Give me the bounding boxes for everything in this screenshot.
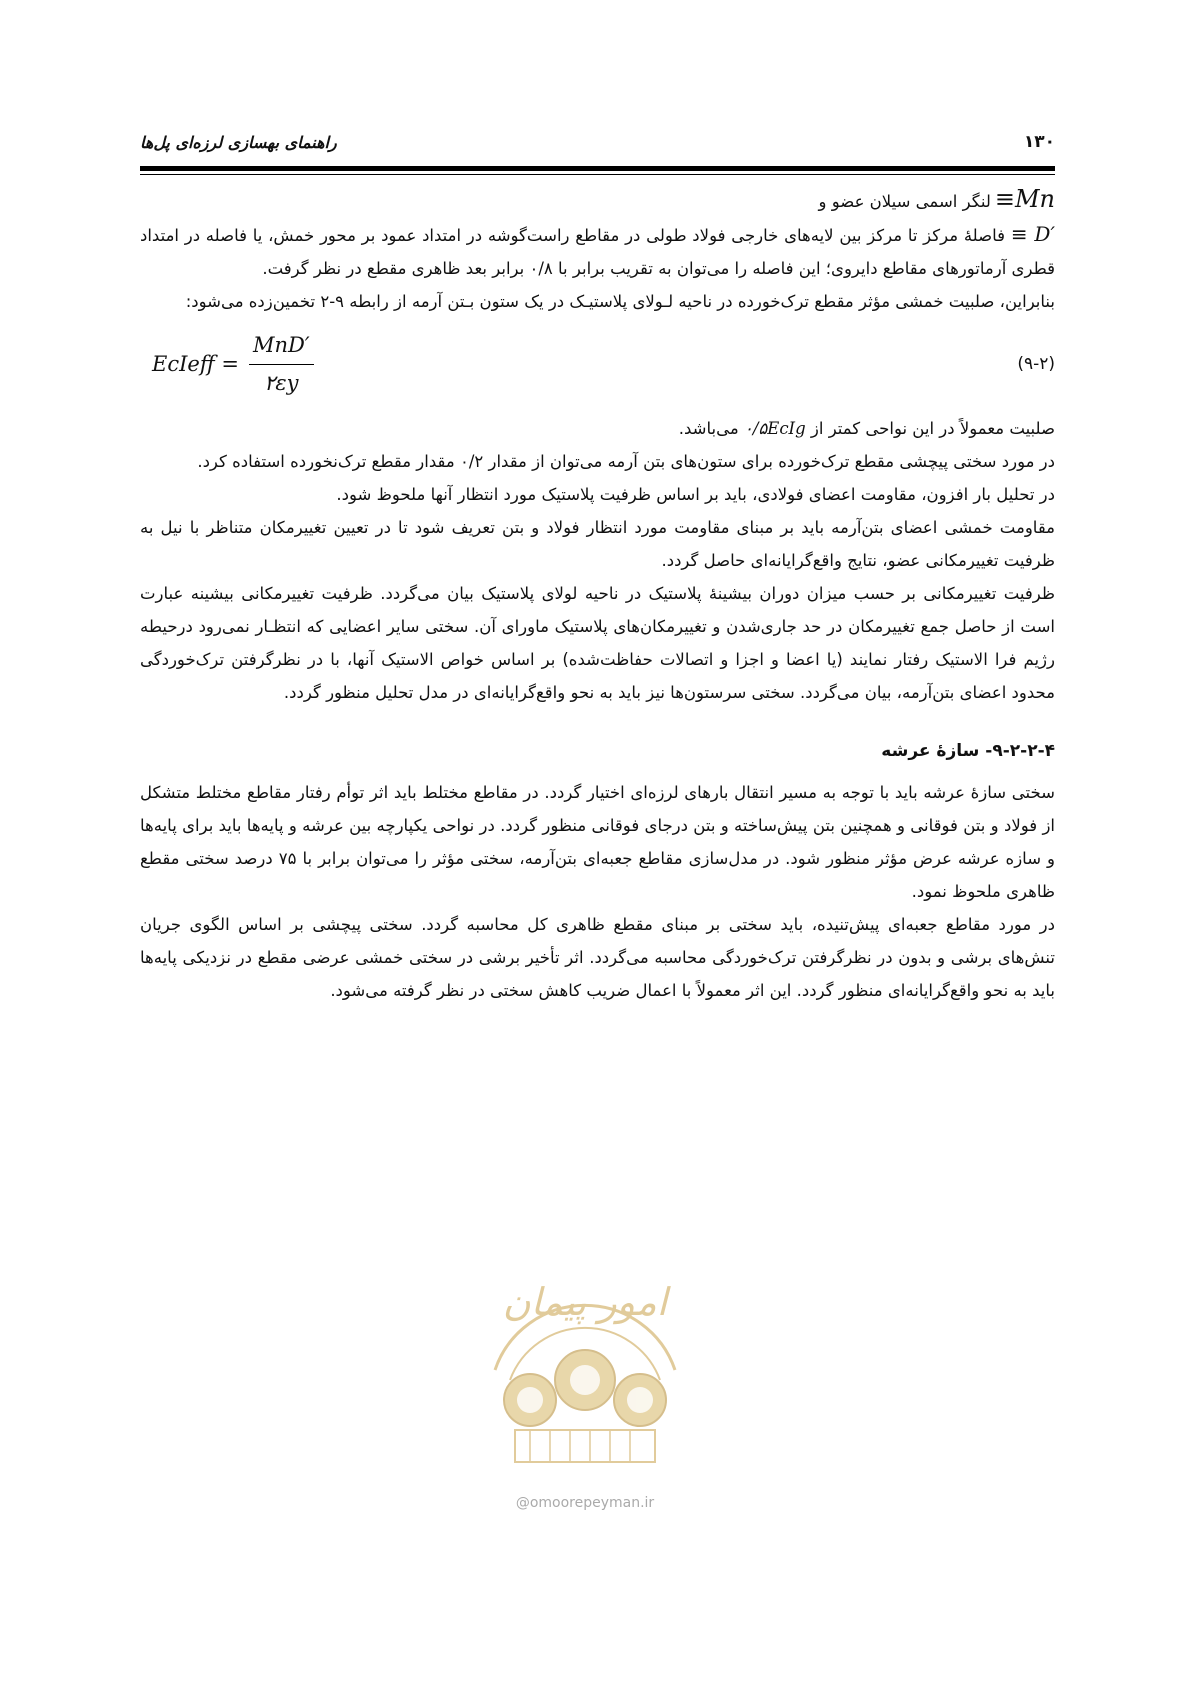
watermark-base bbox=[515, 1430, 655, 1462]
equation-formula bbox=[152, 324, 314, 404]
equation-fraction bbox=[249, 329, 314, 400]
definition-mn bbox=[140, 183, 1055, 218]
equation-denominator: ۲εy bbox=[264, 370, 299, 395]
header-rule-thin bbox=[140, 174, 1055, 175]
paragraph-displacement-capacity: ظرفیت تغییرمکانی بر حسب میزان دوران بیشینهٔ پلاستیک در ناحیه لولای پلاستیک بیان می‌گردد. ظرفیت تغییرمکانی بیشینه عبارت است از حاصل جمع تغییرمکان در حد جاری‌شدن و تغییرمکان‌های پلاستیک ماورای آن. سختی سایر اعضایی که انتظـار نمی‌رود درحیطه رژیم فرا الاستیک رفتار نمایند (یا اعضا و اجزا و اتصالات حفاظت‌شده) بر اساس خواص الاستیک آنها، با در نظرگرفتن ترک‌خوردگی محدود اعضای بتن‌آرمه، بیان می‌گردد. سختی سرستون‌ها نیز باید به نحو واقع‌گرایانه‌ای در مدل تحلیل منظور گردد. bbox=[140, 584, 1055, 702]
equation-number: (۹-۲) bbox=[1017, 354, 1055, 374]
stiffness-limit-after: می‌باشد. bbox=[678, 419, 739, 438]
mn-symbol: ≡Mn bbox=[994, 185, 1055, 213]
stiffness-limit-before: صلبیت معمولاً در این نواحی کمتر از bbox=[810, 419, 1055, 438]
body-text bbox=[140, 183, 1055, 1007]
equation-lhs: EcIeff = bbox=[152, 351, 239, 376]
paragraph-deck-stiffness: سختی سازهٔ عرشه باید با توجه به مسیر انتقال بارهای لرزه‌ای اختیار گردد. در مقاطع مختلط باید اثر توأم رفتار مقاطع مختلط متشکل از فولاد و بتن فوقانی و همچنین بتن پیش‌ساخته و بتن درجای فوقانی منظور گردد. در نواحی یکپارچه بین عرشه و پایه‌ها باید برای پایه‌ها و سازه عرشه عرض مؤثر منظور شود. در مدل‌سازی مقاطع جعبه‌ای بتن‌آرمه، سختی مؤثر را می‌توان برابر با ۷۵ درصد سختی مقطع ظاهری ملحوظ نمود. bbox=[140, 783, 1055, 901]
book-title: راهنمای بهسازی لرزه‌ای پل‌ها bbox=[140, 132, 337, 152]
definition-d bbox=[140, 218, 1055, 285]
header-rule-thick bbox=[140, 166, 1055, 171]
paragraph-prestressed-box: در مورد مقاطع جعبه‌ای پیش‌تنیده، باید سختی بر مبنای مقطع ظاهری کل محاسبه گردد. سختی پیچشی بر اساس الگوی جریان تنش‌های برشی و بدون در نظرگرفتن ترک‌خوردگی محاسبه می‌گردد. اثر تأخیر برشی در سختی خمشی عرضی مقطع در نزدیکی پایه‌ها باید به نحو واقع‌گرایانه‌ای منظور گردد. این اثر معمولاً با اعمال ضریب کاهش سختی در نظر گرفته می‌شود. bbox=[140, 915, 1055, 1000]
watermark-url: @omoorepeyman.ir bbox=[515, 1495, 655, 1511]
equation-numerator: MnD′ bbox=[249, 329, 314, 365]
mn-definition-text: لنگر اسمی سیلان عضو و bbox=[818, 192, 991, 211]
section-heading: ۹-۲-۲-۴- سازهٔ عرشه bbox=[881, 741, 1055, 761]
page-number: ۱۳۰ bbox=[1023, 132, 1055, 152]
paragraph-torsion: در مورد سختی پیچشی مقطع ترک‌خورده برای ستون‌های بتن آرمه می‌توان از مقدار ۰/۲ مقدار مقطع ترک‌نخورده استفاده کرد. bbox=[197, 452, 1055, 471]
paragraph-pushover: در تحلیل بار افزون، مقاومت اعضای فولادی، باید بر اساس ظرفیت پلاستیک مورد انتظار آنها ملحوظ شود. bbox=[336, 485, 1055, 504]
stiffness-limit-formula: ۰/۵EcIg bbox=[743, 419, 806, 438]
paragraph-intro: بنابراین، صلبیت خمشی مؤثر مقطع ترک‌خورده در ناحیه لـولای پلاستیـک در یک ستون بـتن آرمه از رابطه ۹-۲ تخمین‌زده می‌شود: bbox=[185, 292, 1055, 311]
running-header bbox=[140, 128, 1055, 156]
equation-9-2 bbox=[140, 324, 1055, 404]
watermark-logo-text: امور پیمان bbox=[502, 1280, 668, 1324]
paragraph-flexural-strength: مقاومت خمشی اعضای بتن‌آرمه باید بر مبنای مقاومت مورد انتظار فولاد و بتن تعریف شود تا در تعیین تغییرمکان متناظر با نیل به ظرفیت تغییرمکانی عضو، نتایج واقع‌گرایانه‌ای حاصل گردد. bbox=[140, 518, 1055, 570]
watermark-logo bbox=[455, 1230, 715, 1475]
d-symbol: ≡ D′ bbox=[1010, 222, 1055, 246]
paragraph-stiffness-limit bbox=[140, 412, 1055, 445]
d-definition-text: فاصلهٔ مرکز تا مرکز بین لایه‌های خارجی فولاد طولی در مقاطع راست‌گوشه در امتداد عمود بر محور خمش، یا فاصله در امتداد قطری آرماتورهای مقاطع دایروی؛ این فاصله را می‌توان به تقریب برابر با ۰/۸ برابر بعد ظاهری مقطع در نظر گرفت. bbox=[140, 226, 1055, 278]
